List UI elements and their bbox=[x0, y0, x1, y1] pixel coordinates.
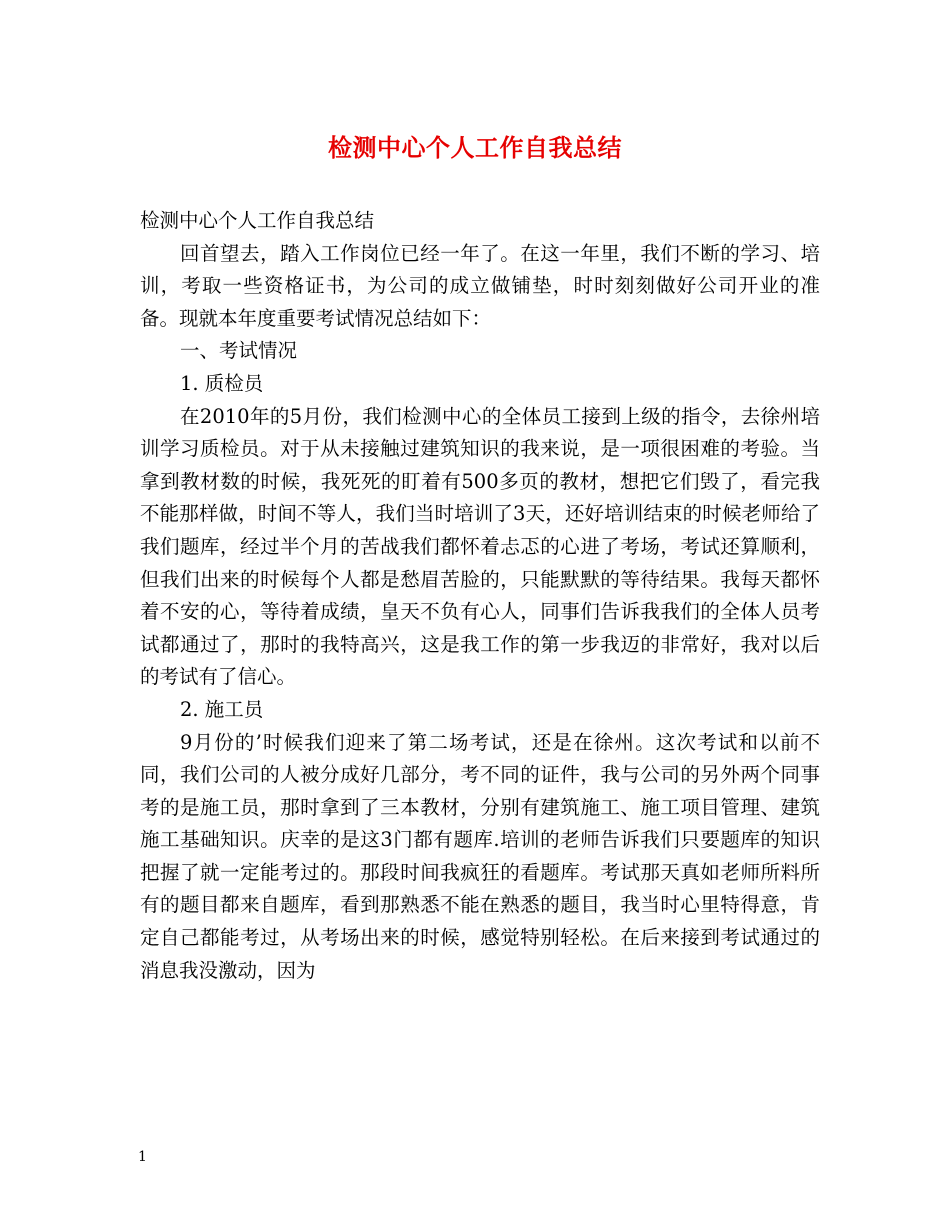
paragraph: 在2010年的5月份，我们检测中心的全体员工接到上级的指令，去徐州培训学习质检员。对于从未接触过建筑知识的我来说，是一项很困难的考验。当拿到教材数的时候，我死死的盯着有500多页的教材，想把它们毁了，看完我不能那样做，时间不等人，我们当时培训了3天，还好培训结束的时候老师给了我们题库，经过半个月的苦战我们都怀着忐忑的心进了考场，考试还算顺利，但我们出来的时候每个人都是愁眉苦脸的，只能默默的等待结果。我每天都怀着不安的心，等待着成绩，皇天不负有心人，同事们告诉我我们的全体人员考试都通过了，那时的我特高兴，这是我工作的第一步我迈的非常好，我对以后的考试有了信心。 bbox=[140, 404, 820, 689]
subsection-heading: 2. 施工员 bbox=[180, 697, 264, 721]
paragraph: 检测中心个人工作自我总结 bbox=[140, 209, 375, 232]
paragraph: 回首望去，踏入工作岗位已经一年了。在这一年里，我们不断的学习、培训，考取一些资格证书，为公司的成立做铺垫，时时刻刻做好公司开业的准备。现就本年度重要考试情况总结如下： bbox=[140, 241, 820, 330]
subsection-heading: 1. 质检员 bbox=[180, 371, 264, 395]
paragraph: 9月份的’时候我们迎来了第二场考试，还是在徐州。这次考试和以前不同，我们公司的人被分成好几部分，考不同的证件，我与公司的另外两个同事考的是施工员，那时拿到了三本教材，分别有建筑施工、施工项目管理、建筑施工基础知识。庆幸的是这3门都有题库.培训的老师告诉我们只要题库的知识把握了就一定能考过的。那段时间我疯狂的看题库。考试那天真如老师所料所有的题目都来自题库，看到那熟悉不能在熟悉的题目，我当时心里特得意，肯定自己都能考过，从考场出来的时候，感觉特别轻松。在后来接到考试通过的消息我没激动，因为 bbox=[140, 730, 820, 982]
section-heading: 一、考试情况 bbox=[180, 339, 298, 363]
page-number: 1 bbox=[138, 1149, 147, 1165]
document-title: 检测中心个人工作自我总结 bbox=[328, 133, 622, 162]
document-body bbox=[140, 205, 820, 987]
